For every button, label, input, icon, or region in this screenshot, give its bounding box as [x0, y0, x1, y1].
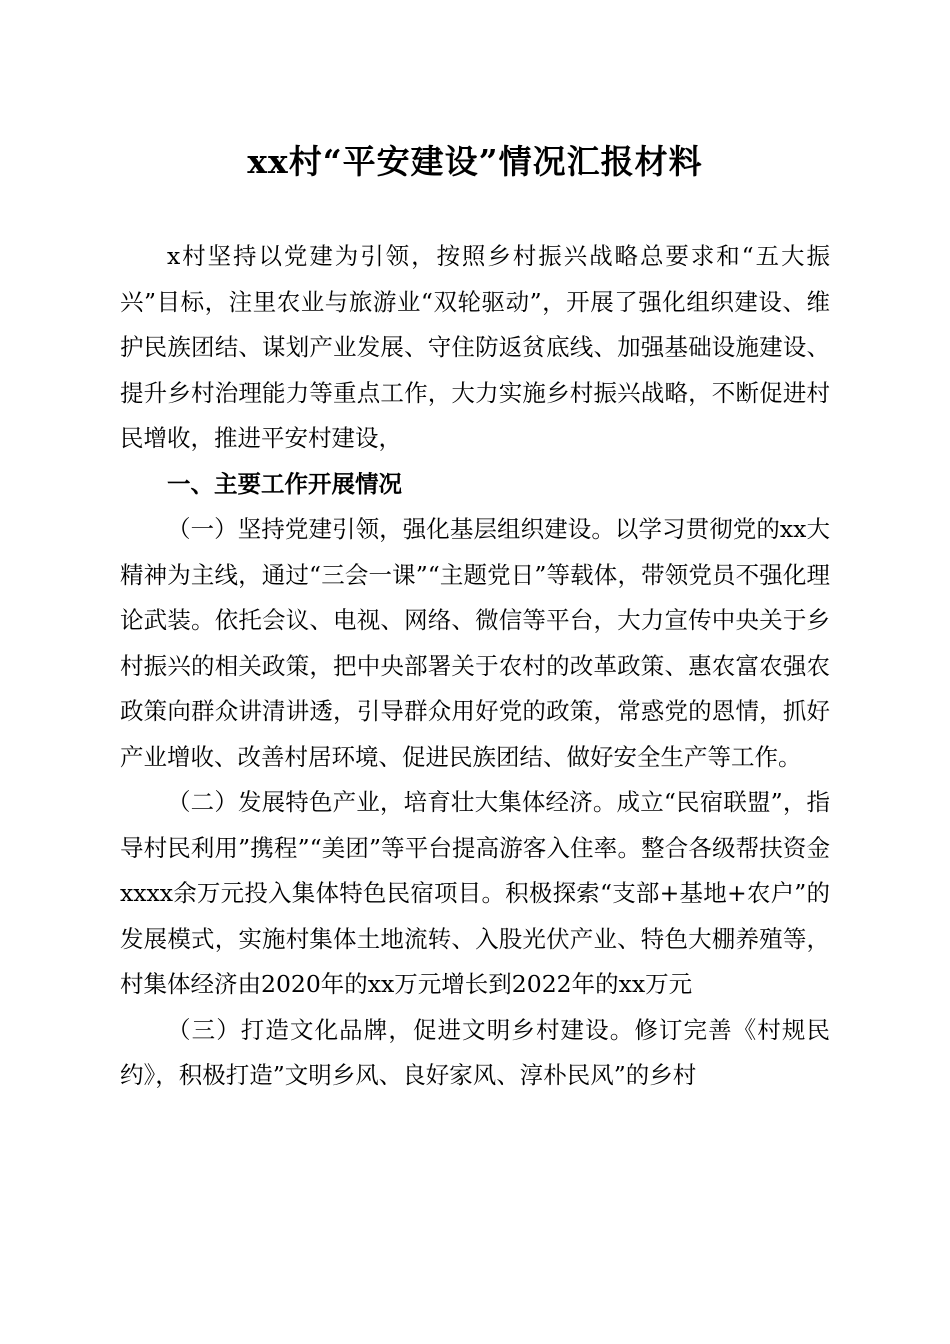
work-item-1	[120, 507, 830, 780]
document-title: xx村“平安建设”情况汇报材料	[247, 142, 703, 181]
document-body	[120, 234, 830, 1099]
section-heading: 一、主要工作开展情况	[167, 469, 402, 498]
work-item-2-text: 成立“民宿联盟”，指导村民利用”携程”“美团”等平台提高游客入住率。整合各级帮扶资金xxxx余万元投入集体特色民宿项目。积极探索“支部+基地+农户”的发展模式，实施村集体土地流转、入股光伏产业、特色大棚养殖等，村集体经济由2020年的xx万元增长到2022年的xx万元	[120, 788, 831, 998]
work-item-2-title: （二）发展特色产业，培育壮大集体经济。	[167, 788, 617, 816]
intro-paragraph: x村坚持以党建为引领，按照乡村振兴战略总要求和“五大振兴”目标，注里农业与旅游业“双轮驱动”，开展了强化组织建设、维护民族团结、谋划产业发展、守住防返贫底线、加强基础设施建设、提升乡村治理能力等重点工作，大力实施乡村振兴战略，不断促进村民增收，推进平安村建设，	[120, 242, 830, 452]
work-item-3	[120, 1008, 830, 1099]
work-item-1-text: 以学习贯彻党的xx大精神为主线，通过“三会一课”“主题党日”等载体，带领党员不强化理论武装。依托会议、电视、网络、微信等平台，大力宣传中央关于乡村振兴的相关政策，把中央部署关于农村的改革政策、惠农富农强农政策向群众讲清讲透，引导群众用好党的政策，常惑党的恩情，抓好产业增收、改善村居环境、促进民族团结、做好安全生产等工作。	[120, 515, 831, 771]
work-item-3-title: （三）打造文化品牌，促进文明乡村建设。	[167, 1015, 635, 1044]
work-item-3-text: 修订完善《村规民约》，积极打造”文明乡风、良好家风、淳朴民风”的乡村	[120, 1015, 831, 1089]
work-item-2	[120, 780, 830, 1008]
work-item-1-title: （一）坚持党建引领，强化基层组织建设。	[167, 515, 615, 543]
